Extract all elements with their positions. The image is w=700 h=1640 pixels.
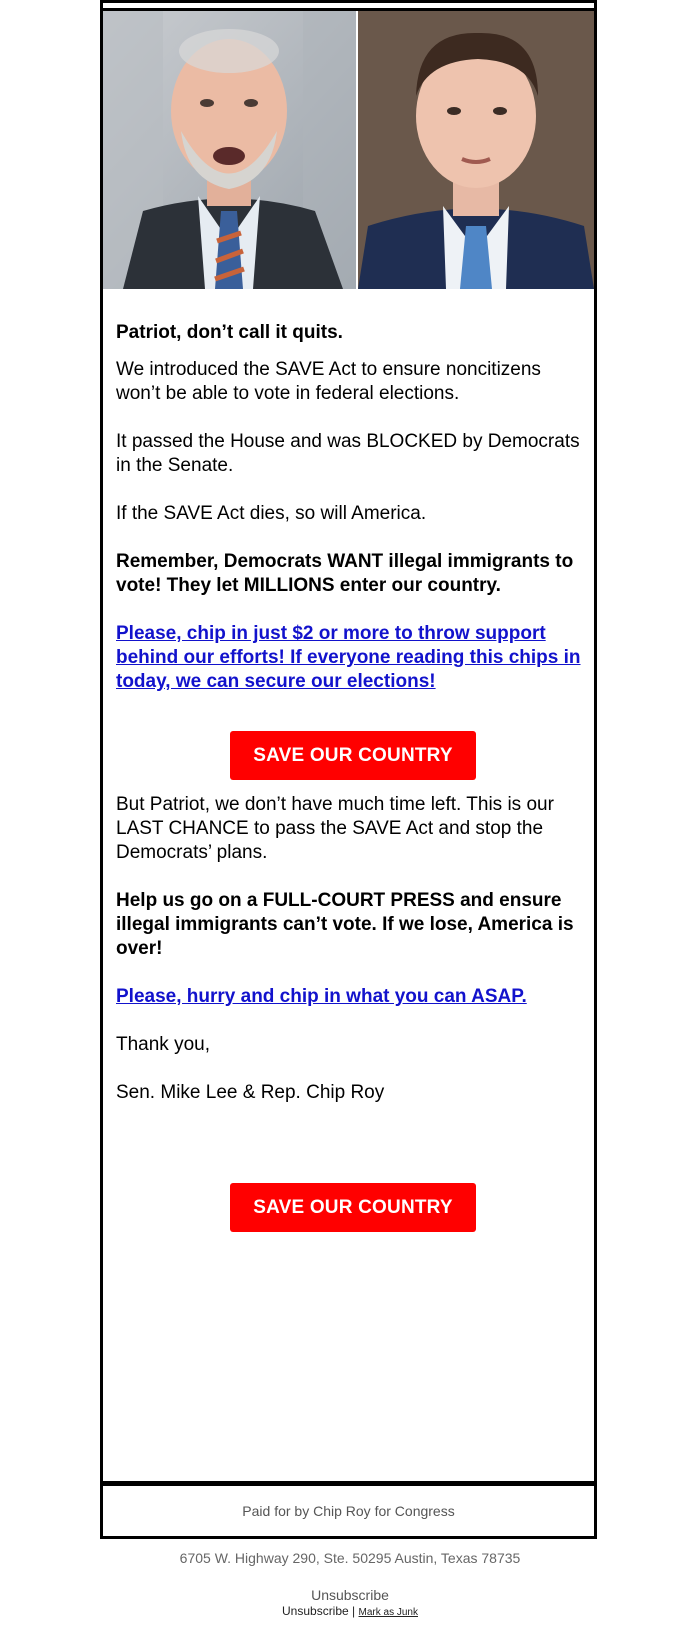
signoff: Thank you, <box>116 1034 210 1055</box>
paragraph-3: If the SAVE Act dies, so will America. <box>116 503 427 524</box>
paragraph-1: We introduced the SAVE Act to ensure noncitizens won’t be able to vote in federal elections. <box>116 359 541 404</box>
top-rule <box>103 3 594 11</box>
photo-right <box>358 11 594 289</box>
unsubscribe-label[interactable]: Unsubscribe <box>311 1587 389 1603</box>
paragraph-2: It passed the House and was BLOCKED by Democrats in the Senate. <box>116 431 580 476</box>
paragraph-6: Help us go on a FULL-COURT PRESS and ensure illegal immigrants can’t vote. If we lose, America is over! <box>116 890 574 959</box>
footer-address: 6705 W. Highway 290, Ste. 50295 Austin, Texas 78735 <box>179 1550 521 1566</box>
photo-left <box>103 11 358 289</box>
email-body-2 <box>116 793 586 1129</box>
save-our-country-button-1[interactable]: SAVE OUR COUNTRY <box>230 731 476 780</box>
separator: | <box>352 1604 356 1618</box>
header-photos <box>103 11 594 289</box>
signature: Sen. Mike Lee & Rep. Chip Roy <box>116 1082 385 1103</box>
donate-link-1[interactable]: Please, chip in just $2 or more to throw support behind our efforts! If everyone reading this chips in today, we can secure our elections! <box>116 623 581 692</box>
unsubscribe-link-2[interactable]: Unsubscribe <box>282 1604 349 1618</box>
paid-for-disclaimer: Paid for by Chip Roy for Congress <box>242 1503 455 1519</box>
unsubscribe-row <box>0 1604 700 1618</box>
paragraph-5: But Patriot, we don’t have much time left. This is our LAST CHANCE to pass the SAVE Act and stop the Democrats’ plans. <box>116 794 554 863</box>
save-our-country-button-2[interactable]: SAVE OUR COUNTRY <box>230 1183 476 1232</box>
bottom-rule <box>103 1481 594 1486</box>
paragraph-4: Remember, Democrats WANT illegal immigrants to vote! They let MILLIONS enter our country. <box>116 551 574 596</box>
unsubscribe-link[interactable] <box>0 1587 700 1603</box>
greeting: Patriot, don’t call it quits. <box>116 322 343 343</box>
mark-as-junk-link[interactable]: Mark as Junk <box>358 1607 418 1618</box>
email-body <box>116 321 586 718</box>
donate-link-2[interactable]: Please, hurry and chip in what you can ASAP. <box>116 986 527 1007</box>
email-frame <box>100 0 597 1539</box>
